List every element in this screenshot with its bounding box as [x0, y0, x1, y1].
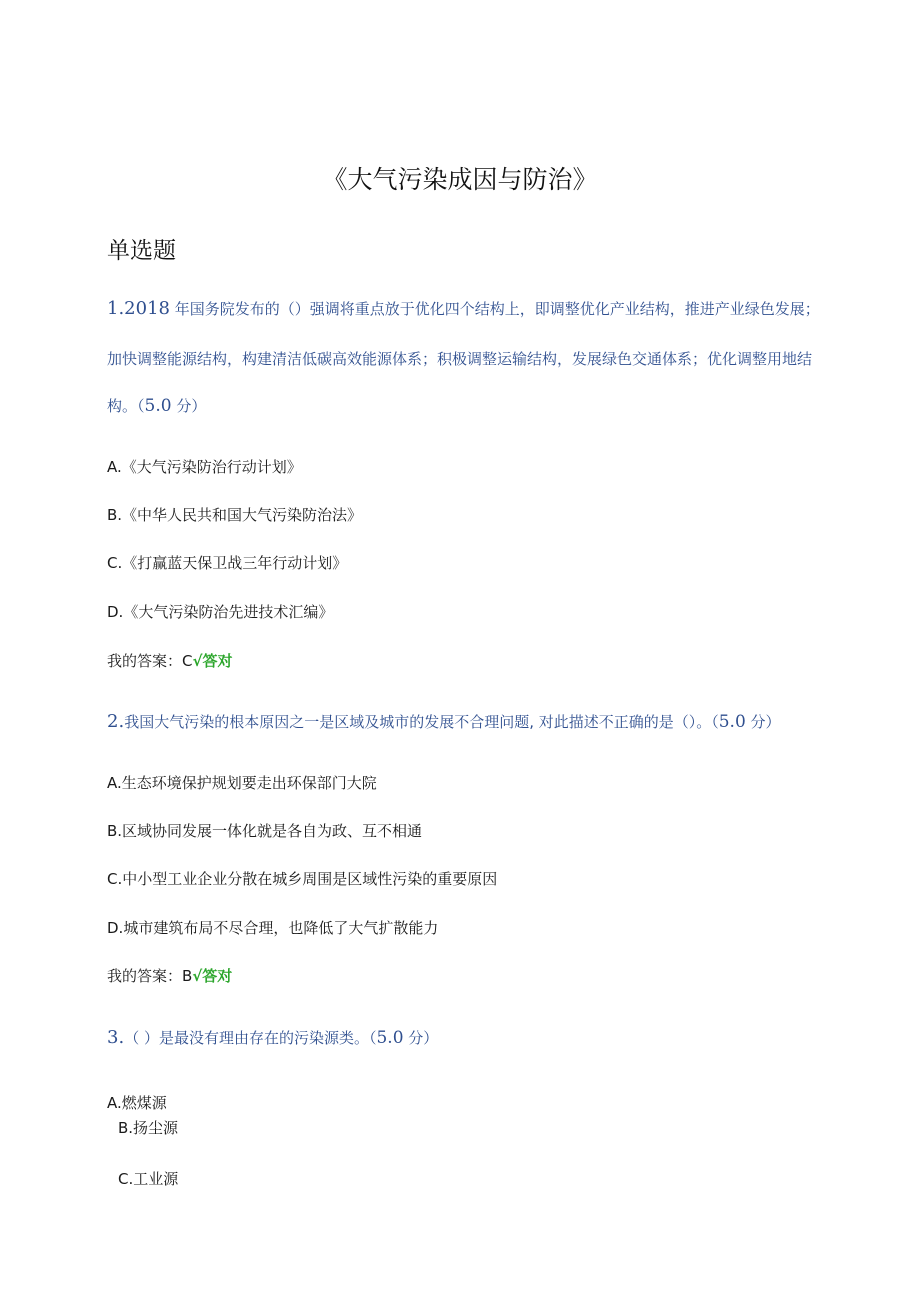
question-2-option-d[interactable]: D.城市建筑布局不尽合理，也降低了大气扩散能力 — [107, 919, 439, 937]
question-1-option-b[interactable]: B.《中华人民共和国大气污染防治法》 — [107, 506, 363, 524]
question-2-points: 5.0 — [718, 712, 746, 732]
question-3-points-unit: 分） — [403, 1029, 439, 1047]
document-title: 《大气污染成因与防治》 — [322, 165, 598, 194]
question-1-line-1 — [107, 298, 820, 319]
question-1-answer-label: 我的答案：C — [107, 652, 193, 670]
question-2-option-b[interactable]: B.区域协同发展一体化就是各自为政、互不相通 — [107, 822, 423, 840]
question-2-answer-label: 我的答案：B — [107, 967, 193, 985]
question-3-points: 5.0 — [376, 1028, 404, 1048]
question-3-text: （ ）是最没有理由存在的污染源类。（ — [124, 1029, 377, 1047]
question-1-option-d[interactable]: D.《大气污染防治先进技术汇编》 — [107, 603, 334, 621]
question-1-points: 5.0 — [144, 396, 172, 416]
question-3-number: 3. — [107, 1027, 125, 1048]
question-3-option-a[interactable]: A.燃煤源 — [107, 1094, 167, 1112]
question-2-answer — [107, 965, 232, 986]
question-1-answer — [107, 650, 233, 671]
question-1-option-a[interactable]: A.《大气污染防治行动计划》 — [107, 458, 302, 476]
question-1-line-3 — [107, 395, 206, 416]
section-heading: 单选题 — [107, 238, 176, 264]
question-1-text-1: 年国务院发布的（）强调将重点放于优化四个结构上，即调整优化产业结构，推进产业绿色发展； — [169, 300, 820, 318]
question-3-line — [107, 1027, 438, 1048]
question-2-line — [107, 711, 781, 732]
question-2-number: 2. — [107, 711, 125, 732]
question-3-option-b[interactable]: B.扬尘源 — [118, 1119, 179, 1137]
question-1-number: 1.2018 — [107, 298, 170, 319]
question-1-text-3: 构。（ — [107, 397, 145, 415]
question-3-option-c[interactable]: C.工业源 — [118, 1170, 179, 1188]
question-2-text: 我国大气污染的根本原因之一是区域及城市的发展不合理问题, 对此描述不正确的是（）。（ — [124, 713, 719, 731]
question-2-option-a[interactable]: A.生态环境保护规划要走出环保部门大院 — [107, 774, 377, 792]
question-1-option-c[interactable]: C.《打赢蓝天保卫战三年行动计划》 — [107, 554, 348, 572]
question-2-points-unit: 分） — [745, 713, 781, 731]
question-1-line-2: 加快调整能源结构，构建清洁低碳高效能源体系；积极调整运输结构，发展绿色交通体系；优化调整用地结 — [107, 350, 813, 368]
question-2-option-c[interactable]: C.中小型工业企业分散在城乡周围是区域性污染的重要原因 — [107, 870, 498, 888]
question-1-correct-mark: √答对 — [192, 652, 233, 670]
question-2-correct-mark: √答对 — [192, 967, 233, 985]
question-1-points-unit: 分） — [171, 397, 207, 415]
